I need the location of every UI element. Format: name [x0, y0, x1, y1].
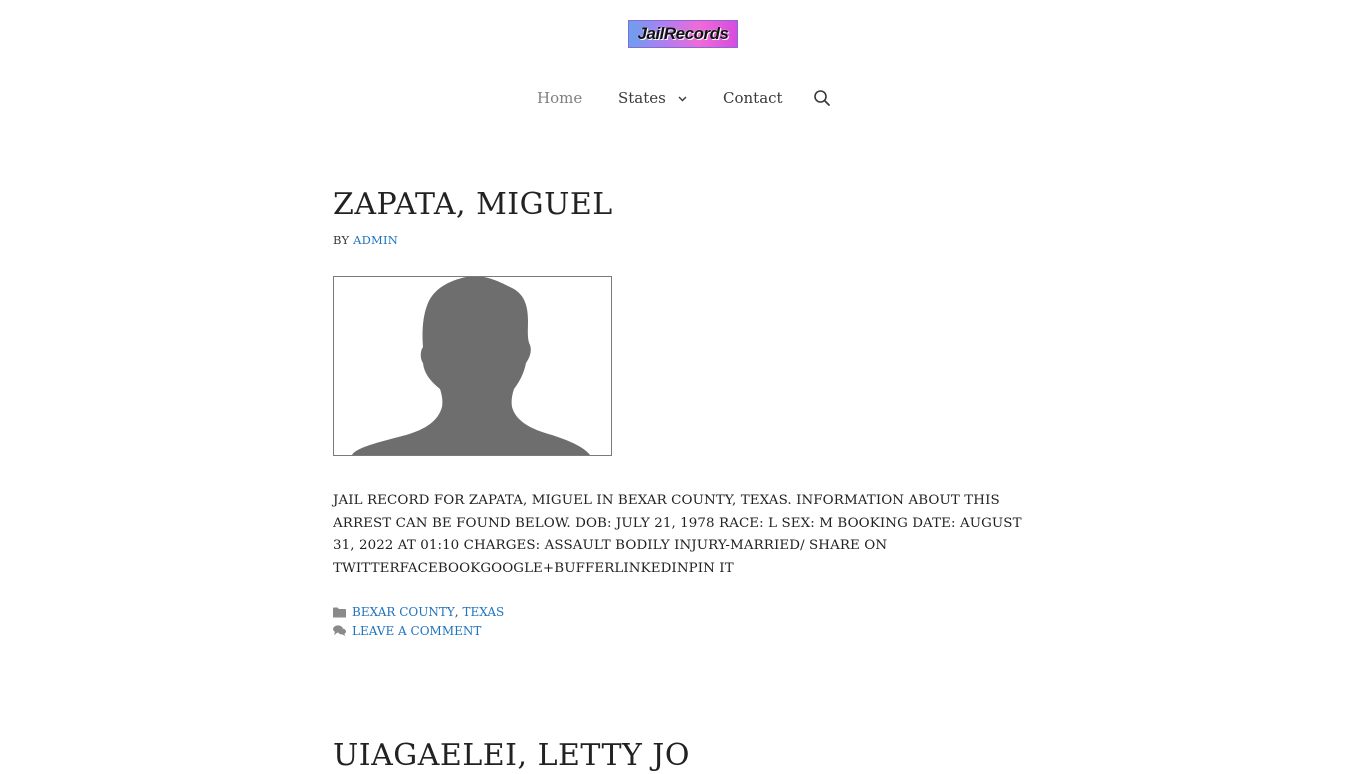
- category-link-bexar-county[interactable]: BEXAR COUNTY: [352, 605, 455, 619]
- nav-item-states[interactable]: [618, 86, 687, 110]
- post-meta: [333, 603, 504, 640]
- post-title-next[interactable]: UIAGAELEI, LETTY JO: [333, 738, 690, 773]
- chevron-down-icon: [678, 96, 687, 102]
- nav-item-contact[interactable]: Contact: [723, 89, 783, 107]
- nav-item-states-label: States: [618, 89, 666, 107]
- leave-comment-link[interactable]: LEAVE A COMMENT: [352, 623, 482, 638]
- post-article-next: [333, 738, 1033, 774]
- category-link-texas[interactable]: TEXAS: [462, 605, 505, 619]
- comments-row: [333, 622, 504, 641]
- post-thumbnail[interactable]: [333, 276, 612, 456]
- author-link[interactable]: ADMIN: [353, 233, 399, 247]
- categories-row: [333, 603, 504, 622]
- post-excerpt: JAIL RECORD FOR ZAPATA, MIGUEL IN BEXAR COUNTY, TEXAS. INFORMATION ABOUT THIS ARREST CAN BE FOUND BELOW. DOB: JULY 21, 1978 RACE: L SEX: M BOOKING DATE: AUGUST 31, 2022 AT 01:10 CHARGES: ASSAULT BODILY INJURY-MARRIED/ SHARE ON TWITTERFACEBOOKGOOGLE+BUFFERLINKEDINPIN IT: [333, 493, 1022, 576]
- main-navigation: [0, 86, 1366, 110]
- byline-label: BY: [333, 233, 350, 247]
- site-header: [0, 0, 1366, 130]
- post-byline: [333, 233, 1033, 247]
- person-silhouette-icon: [334, 277, 611, 455]
- post-article: [333, 187, 1033, 647]
- site-logo[interactable]: [628, 20, 738, 48]
- category-separator: ,: [454, 605, 459, 619]
- nav-item-home[interactable]: Home: [537, 89, 583, 107]
- folder-icon: [333, 607, 346, 618]
- comments-icon: [333, 625, 346, 636]
- logo-text: JailRecords: [637, 24, 729, 43]
- search-icon[interactable]: [813, 89, 831, 107]
- post-title[interactable]: ZAPATA, MIGUEL: [333, 187, 613, 222]
